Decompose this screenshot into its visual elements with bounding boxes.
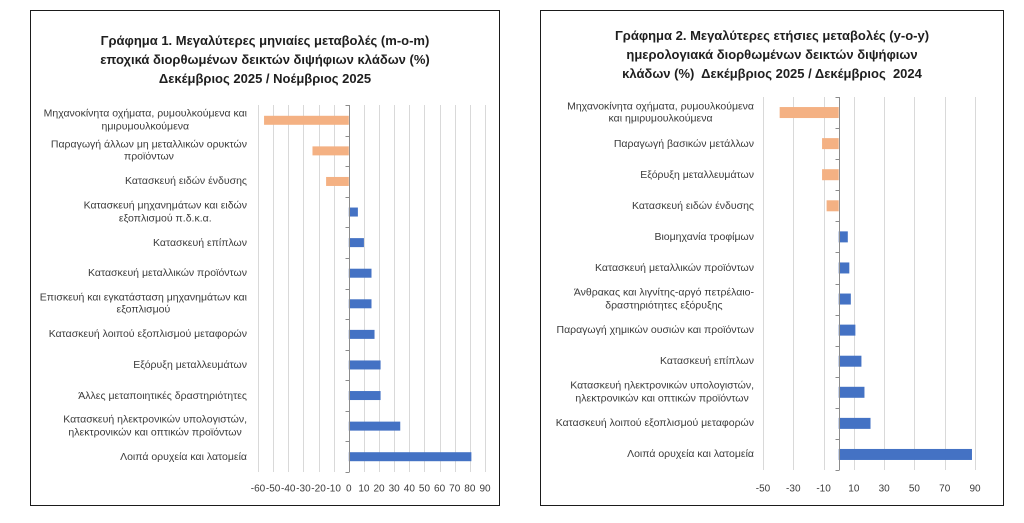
category-label: Βιομηχανία τροφίμων [654,230,754,243]
category-label: Άλλες μεταποιητικές δραστηριότητες [78,389,247,402]
x-tick-label: 90 [969,483,981,495]
bar-positive [839,387,865,398]
x-tick-label: 0 [346,483,352,495]
monthly-changes-chart [30,10,500,506]
x-tick-label: -30 [786,483,801,495]
bar-positive [349,360,381,369]
category-label: Παραγωγή χημικών ουσιών και προϊόντων [556,323,754,336]
category-label: Κατασκευή μηχανημάτων και ειδών εξοπλισμού π.δ.κ.α. [83,199,247,225]
x-tick-label: -10 [326,483,341,495]
x-tick-label: 50 [418,483,431,495]
bar-negative [822,169,839,180]
bar-positive [349,391,381,400]
annual-changes-chart [540,10,1004,506]
bar-positive [349,208,358,217]
bar-negative [264,116,349,125]
x-tick-label: 10 [848,483,860,495]
category-label: Άνθρακας και λιγνίτης-αργό πετρέλαιο- δραστηριότητες εξόρυξης [573,286,754,312]
category-label: Κατασκευή λοιπού εξοπλισμού μεταφορών [555,417,754,430]
bar-positive [349,422,400,431]
category-label: Κατασκευή ειδών ένδυσης [124,175,247,188]
x-tick-label: -40 [281,483,296,495]
x-tick-label: 90 [479,483,491,495]
bar-positive [839,325,856,336]
x-tick-label: 20 [373,483,385,495]
bar-positive [349,330,375,339]
bar-positive [349,452,472,461]
x-tick-label: -10 [816,483,831,495]
category-label: Κατασκευή μεταλλικών προϊόντων [88,266,247,279]
category-label: Επισκευή και εγκατάσταση μηχανημάτων και εξοπλισμού [39,291,247,316]
bar-negative [822,138,839,149]
x-tick-label: 30 [388,483,400,495]
x-tick-label: -50 [265,483,281,495]
category-label: Παραγωγή βασικών μετάλλων [613,137,754,150]
bar-negative [326,177,349,186]
category-label: Παραγωγή άλλων μη μεταλλικών ορυκτών προϊόντων [50,138,247,163]
x-tick-label: 80 [464,483,476,495]
category-label: Μηχανοκίνητα οχήματα, ρυμουλκούμενα και ημιρυμουλκούμενα [567,100,754,125]
category-label: Κατασκευή μεταλλικών προϊόντων [595,261,754,274]
x-tick-label: 50 [908,483,920,495]
bar-positive [839,231,848,242]
x-tick-label: 70 [449,483,461,495]
category-label: Λοιπά ορυχεία και λατομεία [120,450,247,463]
chart-title: Γράφημα 2. Μεγαλύτερες ετήσιες μεταβολές (y-o-y) ημερολογιακά διορθωμένων δεικτών διψήφιων κλάδων (%) Δεκέμβριος 2025 / Δεκέμβριος 2024 [614,27,930,81]
bar-positive [349,269,372,278]
category-label: Κατασκευή επίπλων [660,354,754,367]
bar-positive [839,356,862,367]
bar-positive [349,238,364,247]
x-tick-label: -50 [755,483,771,495]
bar-positive [839,294,851,305]
category-label: Κατασκευή ηλεκτρονικών υπολογιστών, ηλεκτρονικών και οπτικών προϊόντων [570,379,754,405]
x-tick-label: 30 [878,483,890,495]
category-label: Λοιπά ορυχεία και λατομεία [627,448,754,461]
x-tick-label: 40 [403,483,415,495]
category-label: Κατασκευή λοιπού εξοπλισμού μεταφορών [48,328,247,341]
x-tick-label: -20 [311,483,326,495]
plot-area [541,11,1003,505]
category-label: Κατασκευή ηλεκτρονικών υπολογιστών, ηλεκτρονικών και οπτικών προϊόντων [63,413,247,439]
category-label: Εξόρυξη μεταλλευμάτων [640,168,754,181]
bar-positive [839,449,972,460]
bar-negative [780,107,839,118]
bar-positive [839,418,871,429]
category-label: Κατασκευή ειδών ένδυσης [631,199,754,212]
category-label: Κατασκευή επίπλων [153,236,247,249]
x-tick-label: -30 [296,483,311,495]
category-label: Εξόρυξη μεταλλευμάτων [133,358,247,371]
x-tick-label: 10 [358,483,370,495]
bar-negative [827,200,839,211]
category-label: Μηχανοκίνητα οχήματα, ρυμουλκούμενα και ημιρυμουλκούμενα [43,107,247,133]
x-tick-label: 60 [434,483,446,495]
x-tick-label: -60 [250,483,266,495]
chart-title: Γράφημα 1. Μεγαλύτερες μηνιαίες μεταβολές (m-o-m) εποχικά διορθωμένων δεικτών διψήφιων κλάδων (%) Δεκέμβριος 2025 / Νοέμβριος 2025 [100,32,430,86]
bar-negative [312,146,348,155]
bar-positive [839,262,850,273]
bar-positive [349,299,372,308]
x-tick-label: 70 [939,483,951,495]
